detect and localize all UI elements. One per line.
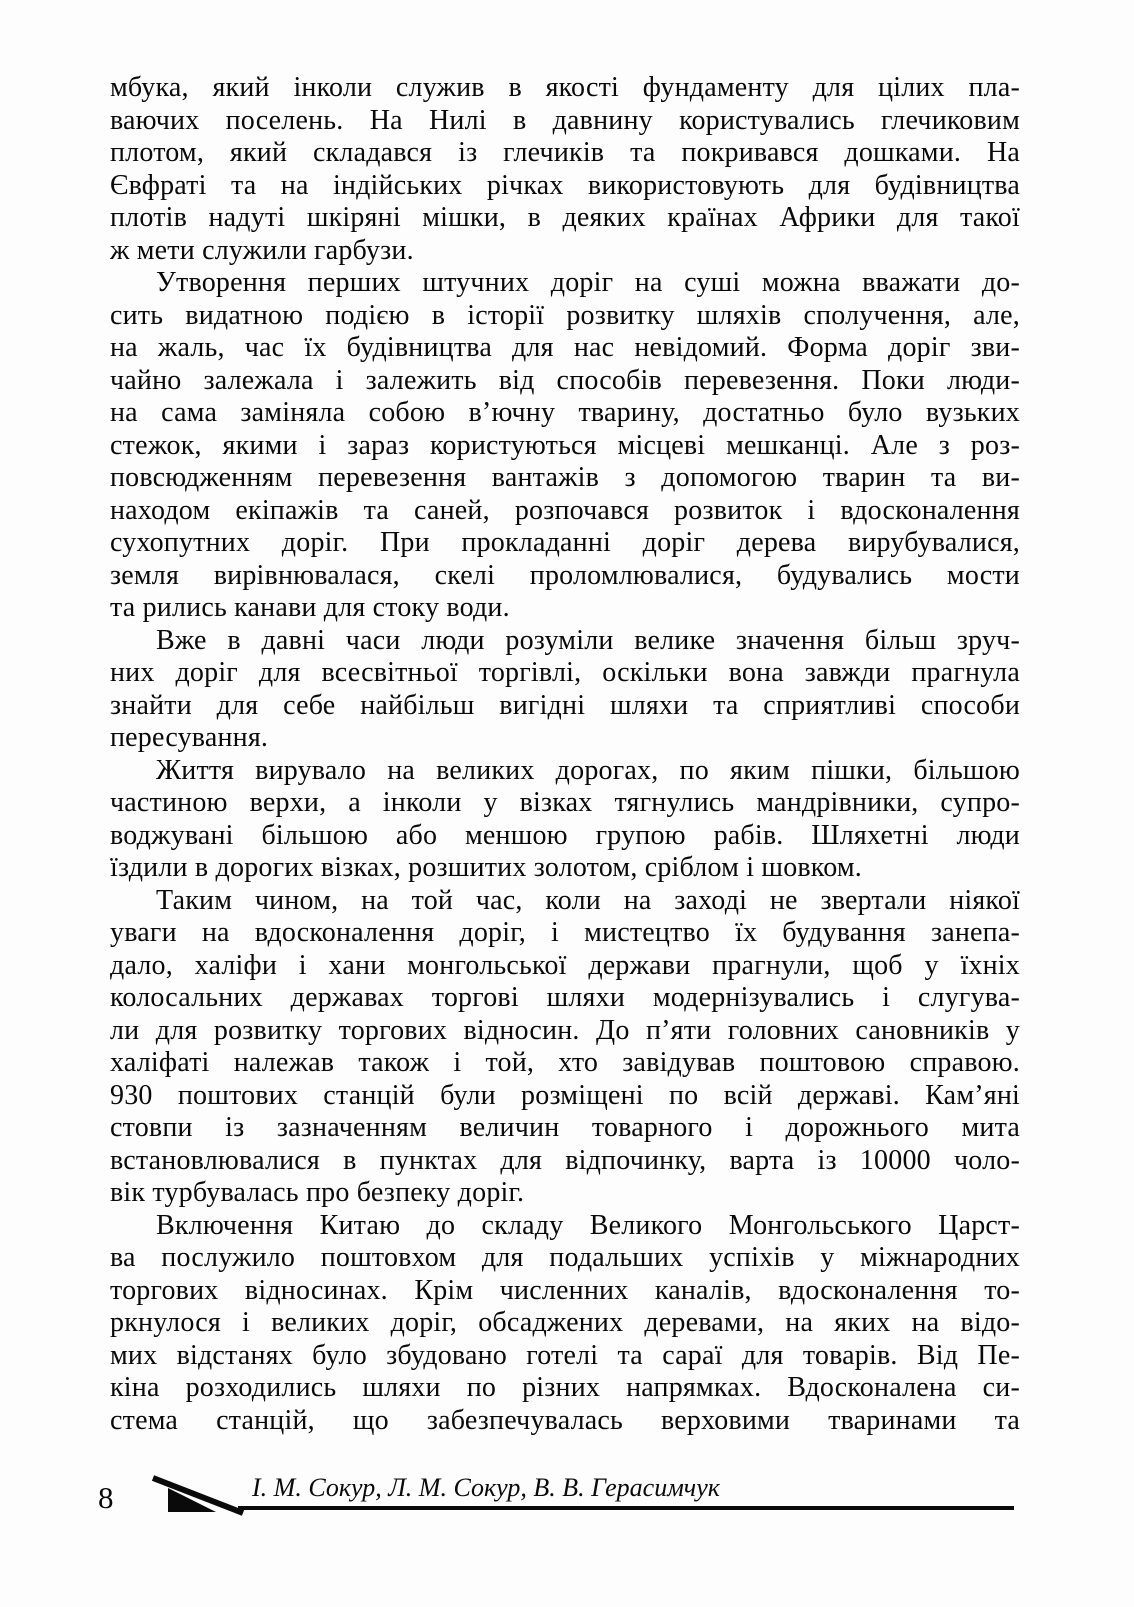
page-text [110, 72, 1020, 1437]
text-line: їздили в дорогих візках, розшитих золотом, сріблом і шовком. [110, 852, 862, 883]
text-line: ли для розвитку торгових відносин. До п’яти головних сановників у [110, 1014, 1020, 1046]
text-line: частиною верхи, а інколи у візках тягнулись мандрівники, супро- [110, 787, 1020, 818]
text-line: торгових відносинах. Крім численних каналів, вдосконалення то- [110, 1274, 1020, 1306]
text-line: земля вирівнювалася, скелі проломлювалися, будувались мости [110, 559, 1020, 591]
text-line: Вже в давні часи люди розуміли велике значення більш зруч- [156, 624, 1020, 656]
text-line: Утворення перших штучних доріг на суші можна вважати до- [156, 267, 1020, 298]
text-line: колосальних державах торгові шляхи модернізувались і слугува- [110, 982, 1020, 1013]
text-line: стовпи із зазначенням величин товарного і дорожнього мита [110, 1112, 1020, 1143]
footer-authors: І. М. Сокур, Л. М. Сокур, В. В. Герасимчук [252, 1473, 720, 1502]
text-line: чайно залежала і залежить від способів перевезення. Поки люди- [110, 364, 1020, 396]
text-line: плотів надуті шкіряні мішки, в деяких країнах Африки для такої [110, 202, 1020, 233]
text-line: мих відстанях було збудовано готелі та сараї для товарів. Від Пе- [110, 1339, 1020, 1371]
paragraph [110, 885, 1020, 1210]
text-line: Таким чином, на той час, коли на заході не звертали ніякої [156, 884, 1020, 916]
text-line: на сама заміняла собою в’ючну тварину, достатньо було вузьких [110, 397, 1020, 428]
text-line: Життя вирувало на великих дорогах, по яким пішки, більшою [156, 754, 1020, 786]
text-line: знайти для себе найбільш вигідні шляхи та сприятливі способи [110, 689, 1020, 721]
text-line: стема станцій, що забезпечувалась верховими тваринами та [110, 1404, 1020, 1436]
text-line: Євфраті та на індійських річках використовують для будівництва [110, 169, 1020, 201]
text-line: халіфаті належав також і той, хто завідував поштовою справою. [110, 1047, 1020, 1078]
paragraph [110, 267, 1020, 625]
page-footer [0, 1470, 1134, 1540]
text-line: плотом, який складався із глечиків та покривався дошками. На [110, 137, 1020, 168]
text-line: воджувані більшою або меншою групою рабів. Шляхетні люди [110, 819, 1020, 851]
text-line: Включення Китаю до складу Великого Монгольського Царст- [156, 1209, 1020, 1241]
page-number: 8 [98, 1480, 114, 1515]
text-line: ж мети служили гарбузи. [110, 234, 414, 266]
text-line: 930 поштових станцій були розміщені по всій державі. Кам’яні [110, 1079, 1020, 1111]
text-line: встановлювалися в пунктах для відпочинку, варта із 10000 чоло- [110, 1144, 1020, 1176]
text-line: сухопутних доріг. При прокладанні доріг дерева вирубувалися, [110, 527, 1020, 558]
paragraph [110, 72, 1020, 267]
paragraph [110, 755, 1020, 885]
footer-rule [238, 1506, 1014, 1510]
text-line: уваги на вдосконалення доріг, і мистецтво їх будування занепа- [110, 917, 1020, 948]
text-line: дало, халіфи і хани монгольської держави прагнули, щоб у їхніх [110, 949, 1020, 981]
text-line: сить видатною подією в історії розвитку шляхів сполучення, але, [110, 299, 1020, 331]
text-line: них доріг для всесвітньої торгівлі, оскільки вона завжди прагнула [110, 657, 1020, 688]
text-line: кіна розходились шляхи по різних напрямках. Вдосконалена си- [110, 1372, 1020, 1403]
paragraph [110, 1210, 1020, 1438]
text-line: ва послужило поштовхом для подальших успіхів у міжнародних [110, 1242, 1020, 1273]
footer-ornament-icon [149, 1475, 247, 1519]
text-line: стежок, якими і зараз користуються місцеві мешканці. Але з роз- [110, 429, 1020, 461]
paragraph [110, 625, 1020, 755]
text-line: пересування. [110, 722, 269, 753]
text-line: ваючих поселень. На Нилі в давнину користувались глечиковим [110, 104, 1020, 136]
text-line: на жаль, час їх будівництва для нас невідомий. Форма доріг зви- [110, 332, 1020, 363]
text-line: находом екіпажів та саней, розпочався розвиток і вдосконалення [110, 494, 1020, 526]
text-line: повсюдженням перевезення вантажів з допомогою тварин та ви- [110, 462, 1020, 493]
text-line: мбука, який інколи служив в якості фундаменту для цілих пла- [110, 72, 1020, 103]
text-line: вік турбувалась про безпеку доріг. [110, 1177, 525, 1208]
text-line: та рились канави для стоку води. [110, 592, 510, 623]
text-line: ркнулося і великих доріг, обсаджених деревами, на яких на відо- [110, 1307, 1020, 1338]
